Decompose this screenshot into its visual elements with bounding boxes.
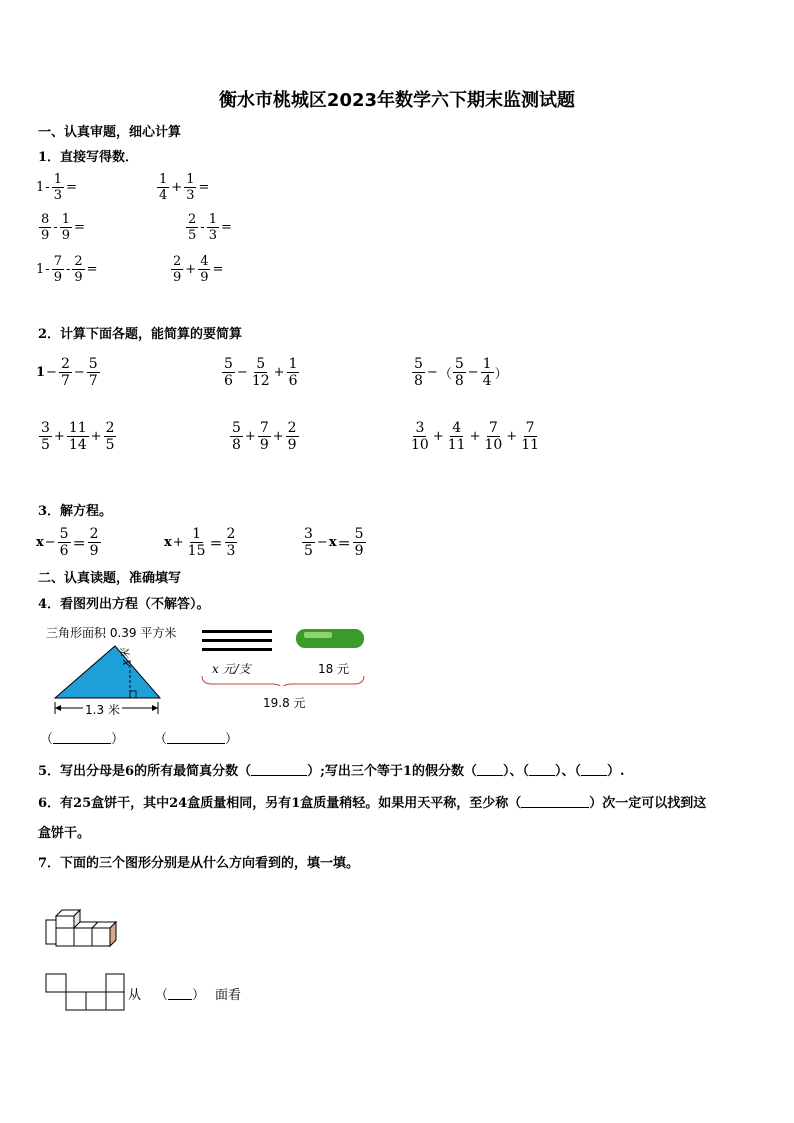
question-6-line-1	[38, 792, 706, 811]
equals-sign: =	[220, 220, 232, 235]
q2-expr-3: $\frac{5}{8}$ − （ $\frac{5}{8}$ − $\frac{1}{4}$ ）	[414, 356, 508, 389]
fraction: $\frac{3}{10}$	[411, 420, 429, 453]
paren-close: ）	[192, 988, 206, 1003]
arrow-left-icon	[55, 705, 61, 711]
q7-text: 从	[128, 988, 142, 1003]
question-4-label: 4．看图列出方程（不解答）。	[38, 597, 210, 612]
answer-blank[interactable]	[477, 763, 503, 776]
q6-text: ）次一定可以找到这	[589, 796, 707, 811]
question-6-line-2: 盒饼干。	[38, 826, 91, 841]
cube-face	[56, 928, 74, 946]
square	[66, 992, 86, 1010]
paren-open: （	[154, 732, 168, 747]
square	[106, 974, 124, 992]
answer-blank[interactable]	[168, 987, 192, 1000]
pen-line	[202, 648, 272, 651]
right-paren: ）	[494, 367, 508, 382]
q5-text: ）、（	[502, 764, 529, 779]
fraction: $\frac{2}{9}$	[89, 526, 99, 559]
fraction: $\frac{2}{7}$	[60, 356, 70, 389]
question-3-label: 3．解方程。	[38, 504, 113, 519]
variable-x: x	[36, 535, 44, 550]
fraction: $\frac{1}{4}$	[159, 172, 168, 203]
minus-sign: -	[45, 262, 50, 277]
base-label: 1.3 米	[85, 703, 120, 717]
fraction: $\frac{2}{9}$	[287, 420, 297, 453]
equals-sign: =	[73, 220, 85, 235]
height-label: x米	[119, 648, 132, 666]
variable-x: x	[164, 535, 172, 550]
fraction: $\frac{2}{9}$	[74, 254, 83, 285]
triangle-area-caption: 三角形面积 0.39 平方米	[46, 626, 177, 640]
question-7-label: 7．下面的三个图形分别是从什么方向看到的，填一填。	[38, 856, 360, 871]
page-title: 衡水市桃城区2023年数学六下期末监测试题	[218, 90, 576, 111]
plus-sign: +	[185, 262, 197, 277]
pen-line	[202, 639, 272, 642]
q1-expr-5	[36, 254, 99, 285]
fraction: $\frac{5}{9}$	[354, 526, 364, 559]
fraction: $\frac{1}{3}$	[53, 172, 62, 203]
section-2-heading: 二、认真读题，准确填写	[38, 571, 182, 586]
total-brace	[202, 676, 364, 686]
minus-sign: -	[45, 180, 50, 195]
q2-expr-2: $\frac{5}{6}$ − $\frac{5}{12}$ + $\frac{1}{6}$	[224, 356, 298, 389]
q5-text: ）;写出三个等于1的假分数（	[307, 764, 477, 779]
fraction: $\frac{4}{9}$	[200, 254, 209, 285]
fraction: $\frac{4}{11}$	[447, 420, 466, 453]
question-5	[38, 760, 625, 779]
answer-blank[interactable]	[581, 763, 607, 776]
q1-expr-1	[36, 172, 78, 203]
q5-text: 5．写出分母是6的所有最简真分数（	[38, 764, 252, 779]
paren-close: ）	[111, 732, 125, 747]
fraction: $\frac{3}{5}$	[41, 420, 50, 453]
triangle-shape	[55, 646, 160, 698]
variable-x: x	[328, 535, 337, 550]
answer-blank[interactable]	[53, 731, 111, 744]
q7-text: 面看	[215, 988, 242, 1003]
number: 1	[36, 262, 45, 277]
fraction: $\frac{2}{3}$	[226, 526, 236, 559]
pen-price-label: x 元/支	[212, 662, 251, 676]
fraction: $\frac{5}{6}$	[59, 526, 69, 559]
q3-equation-2: x + $\frac{1}{15}$ ＝ $\frac{2}{3}$	[164, 526, 236, 559]
q4-answer-2	[154, 728, 238, 747]
fraction: $\frac{1}{9}$	[61, 212, 70, 243]
fraction: $\frac{7}{10}$	[484, 420, 503, 453]
equals-sign: =	[86, 262, 98, 277]
square	[86, 992, 106, 1010]
fraction: $\frac{7}{11}$	[521, 420, 540, 453]
total-price-label: 19.8 元	[263, 696, 306, 710]
q2-expr-6: $\frac{3}{10}$ + $\frac{4}{11}$ + $\frac{7}{10}$ + $\frac{7}{11}$	[411, 420, 540, 453]
number: 1	[36, 365, 46, 380]
fraction: $\frac{1}{4}$	[482, 356, 492, 389]
minus-sign: -	[65, 262, 71, 277]
cube-face	[74, 928, 92, 946]
fraction: $\frac{5}{7}$	[88, 356, 98, 389]
fraction: $\frac{5}{6}$	[224, 356, 233, 389]
fraction: $\frac{1}{15}$	[187, 526, 206, 559]
paren-open: （	[155, 988, 169, 1003]
square	[46, 974, 66, 992]
fraction: $\frac{5}{8}$	[232, 420, 241, 453]
plus-sign: +	[171, 180, 183, 195]
q2-expr-4: $\frac{3}{5}$ + $\frac{11}{14}$ + $\frac{2}{5}$	[41, 420, 115, 453]
paren-open: （	[40, 732, 54, 747]
fraction: $\frac{5}{8}$	[454, 356, 464, 389]
cube-stack-figure	[40, 900, 130, 950]
cube-face	[56, 916, 74, 928]
q1-expr-4	[185, 212, 233, 243]
q1-expr-3	[38, 212, 86, 243]
q5-text: ）、（	[554, 764, 581, 779]
q6-text: 6．有25盒饼干，其中24盒质量相同，另有1盒质量稍轻。如果用天平称，至少称（	[38, 796, 522, 811]
fraction: $\frac{2}{9}$	[173, 254, 182, 285]
equals-sign: =	[198, 180, 210, 195]
pencil-case-icon	[296, 629, 364, 648]
fraction: $\frac{3}{5}$	[304, 526, 313, 559]
section-1-heading: 一、认真审题，细心计算	[38, 125, 182, 140]
q4-answer-1	[40, 728, 124, 747]
fraction: $\frac{2}{5}$	[188, 212, 197, 243]
paren-close: ）	[225, 732, 239, 747]
answer-blank[interactable]	[529, 763, 555, 776]
minus-sign: -	[53, 220, 58, 235]
pencil-case-decoration	[304, 632, 332, 638]
question-1-label: 1．直接写得数．	[38, 150, 139, 165]
equals-sign: =	[65, 180, 77, 195]
cube-face	[92, 928, 110, 946]
arrow-right-icon	[152, 705, 158, 711]
q2-expr-5: $\frac{5}{8}$ + $\frac{7}{9}$ + $\frac{2}{9}$	[232, 420, 297, 453]
square	[106, 992, 124, 1010]
fraction: $\frac{5}{8}$	[414, 356, 423, 389]
fraction: $\frac{1}{6}$	[288, 356, 298, 389]
question-2-label: 2．计算下面各题，能简算的要简算	[38, 327, 243, 342]
q3-equation-3: $\frac{3}{5}$ − x ＝ $\frac{5}{9}$	[304, 526, 364, 559]
pen-line	[202, 630, 272, 633]
view-outline-figure	[42, 970, 132, 1016]
q1-expr-2	[156, 172, 210, 203]
fraction: $\frac{7}{9}$	[53, 254, 62, 285]
answer-blank[interactable]	[167, 731, 225, 744]
fraction: $\frac{11}{14}$	[68, 420, 87, 453]
case-price-label: 18 元	[318, 662, 350, 676]
q1-expr-6	[170, 254, 224, 285]
fraction: $\frac{8}{9}$	[41, 212, 50, 243]
number: 1	[36, 180, 45, 195]
fraction: $\frac{5}{12}$	[251, 356, 270, 389]
fraction: $\frac{1}{3}$	[186, 172, 195, 203]
answer-blank[interactable]	[521, 795, 589, 808]
q7-answer-line	[128, 984, 241, 1003]
left-paren: （	[438, 367, 452, 382]
answer-blank[interactable]	[251, 763, 307, 776]
q2-expr-1: 1 − $\frac{2}{7}$ − $\frac{5}{7}$	[36, 356, 98, 389]
fraction: $\frac{1}{3}$	[208, 212, 217, 243]
fraction: $\frac{7}{9}$	[259, 420, 269, 453]
fraction: $\frac{2}{5}$	[105, 420, 115, 453]
q3-equation-1: x − $\frac{5}{6}$ ＝ $\frac{2}{9}$	[36, 526, 99, 559]
equals-sign: =	[212, 262, 224, 277]
q5-text: ）.	[606, 764, 625, 779]
minus-sign: -	[200, 220, 205, 235]
